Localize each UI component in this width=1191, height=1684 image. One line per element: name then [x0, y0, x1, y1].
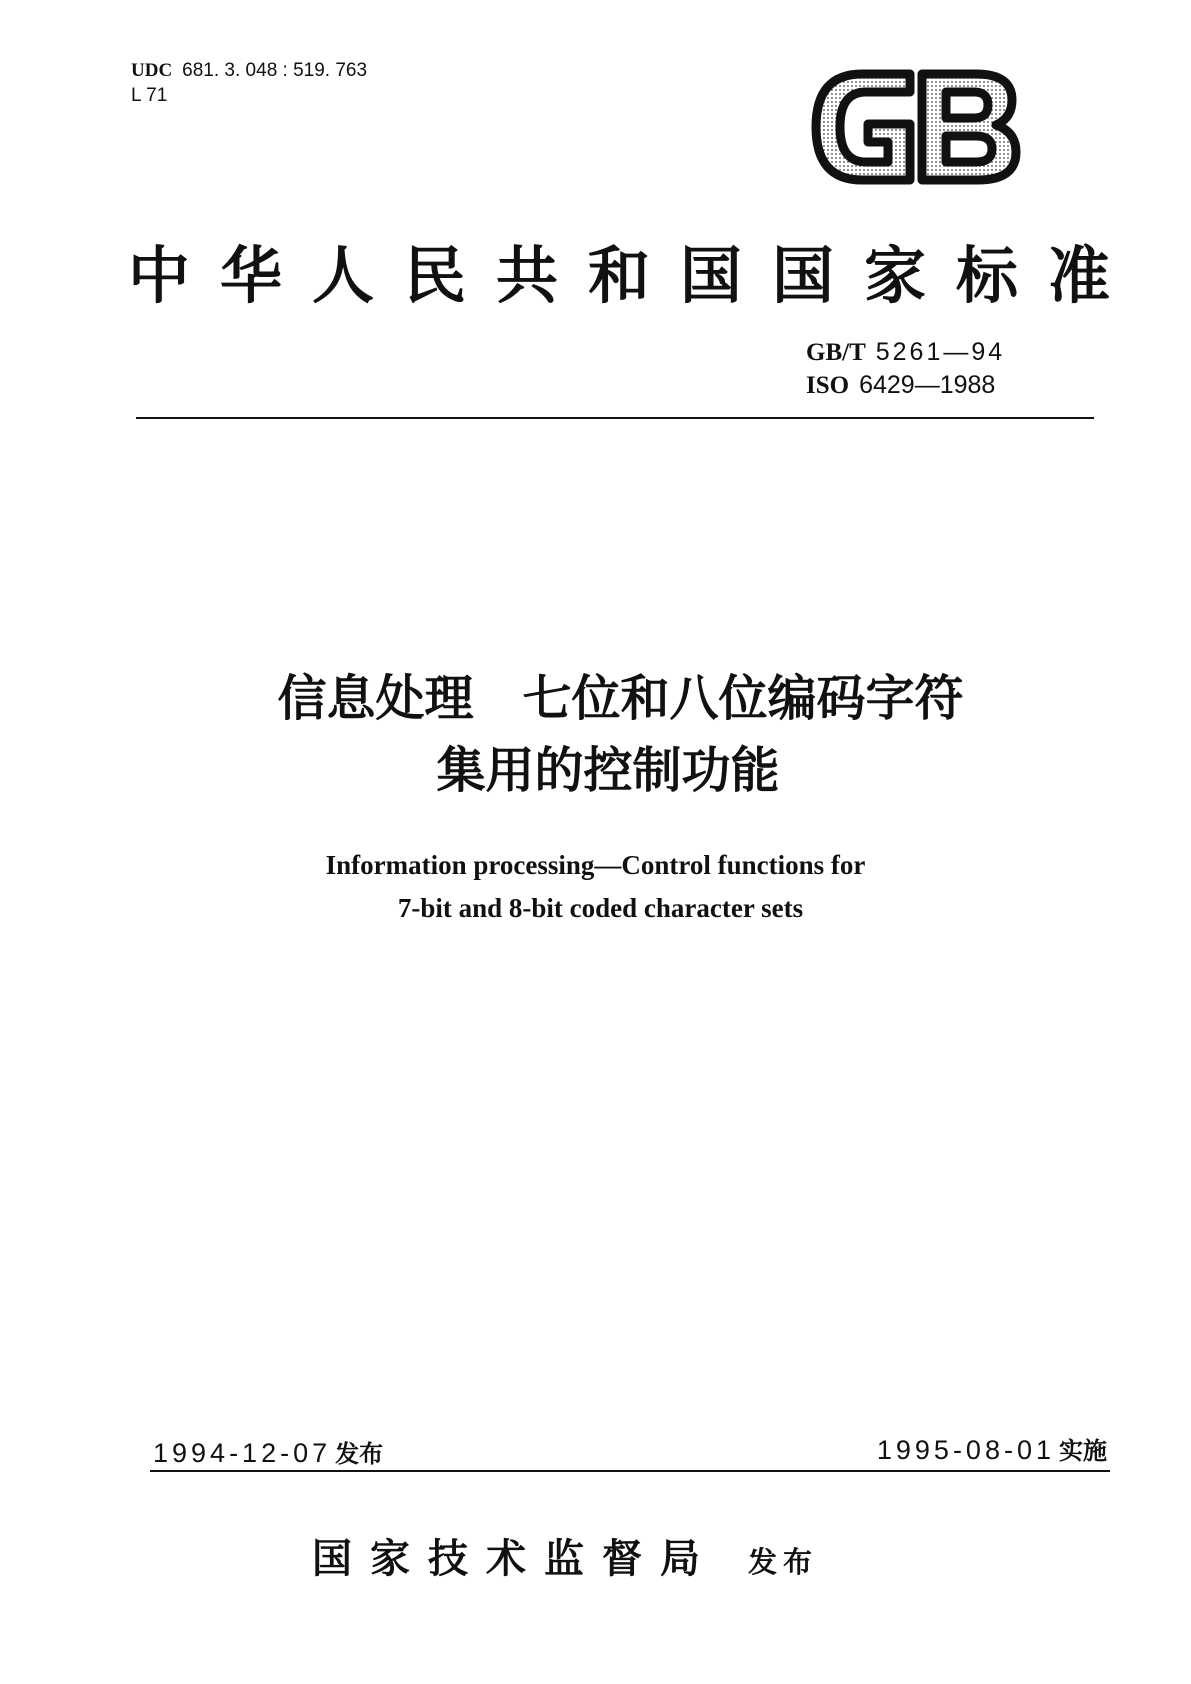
iso-standard-number: [806, 369, 1005, 402]
title-en-line1: Information processing—Control functions for: [325, 850, 866, 880]
gb-logo: [810, 68, 1022, 186]
title-en-line2: 7-bit and 8-bit coded character sets: [397, 893, 804, 923]
issue-date-suffix: 发布: [335, 1440, 384, 1468]
gb-label: GB/T: [806, 339, 866, 366]
gb-logo-graphic: [810, 68, 1022, 186]
udc-value: 681. 3. 048 : 519. 763: [182, 60, 368, 81]
issuer-name: 国家技术监督局: [312, 1535, 718, 1582]
issue-date: [153, 1434, 383, 1469]
gb-standard-number: [806, 336, 1005, 369]
issuer-action: 发布: [748, 1545, 819, 1579]
iso-label: ISO: [806, 372, 850, 399]
issuing-authority: [312, 1527, 818, 1584]
document-title-cn: [0, 663, 1191, 807]
implementation-date-value: 1995-08-01: [876, 1435, 1055, 1465]
document-title-en: [0, 844, 1191, 930]
standard-numbers: [806, 336, 1005, 402]
bottom-divider: [150, 1470, 1110, 1472]
udc-label: UDC: [131, 60, 173, 81]
implementation-date: [877, 1431, 1107, 1466]
title-cn-line1: 信息处理 七位和八位编码字符: [277, 670, 964, 727]
issue-date-value: 1994-12-07: [153, 1438, 332, 1468]
implementation-date-suffix: 实施: [1059, 1437, 1107, 1465]
top-divider: [136, 417, 1094, 419]
iso-code: 6429—1988: [859, 371, 996, 399]
udc-row: [131, 58, 367, 83]
gb-code: 5261—94: [875, 338, 1006, 366]
national-standard-title: 中华人民共和国国家标准: [128, 239, 1141, 312]
title-cn-line2: 集用的控制功能: [436, 742, 780, 799]
classification-block: [131, 58, 367, 108]
category-code: L 71: [131, 85, 168, 106]
